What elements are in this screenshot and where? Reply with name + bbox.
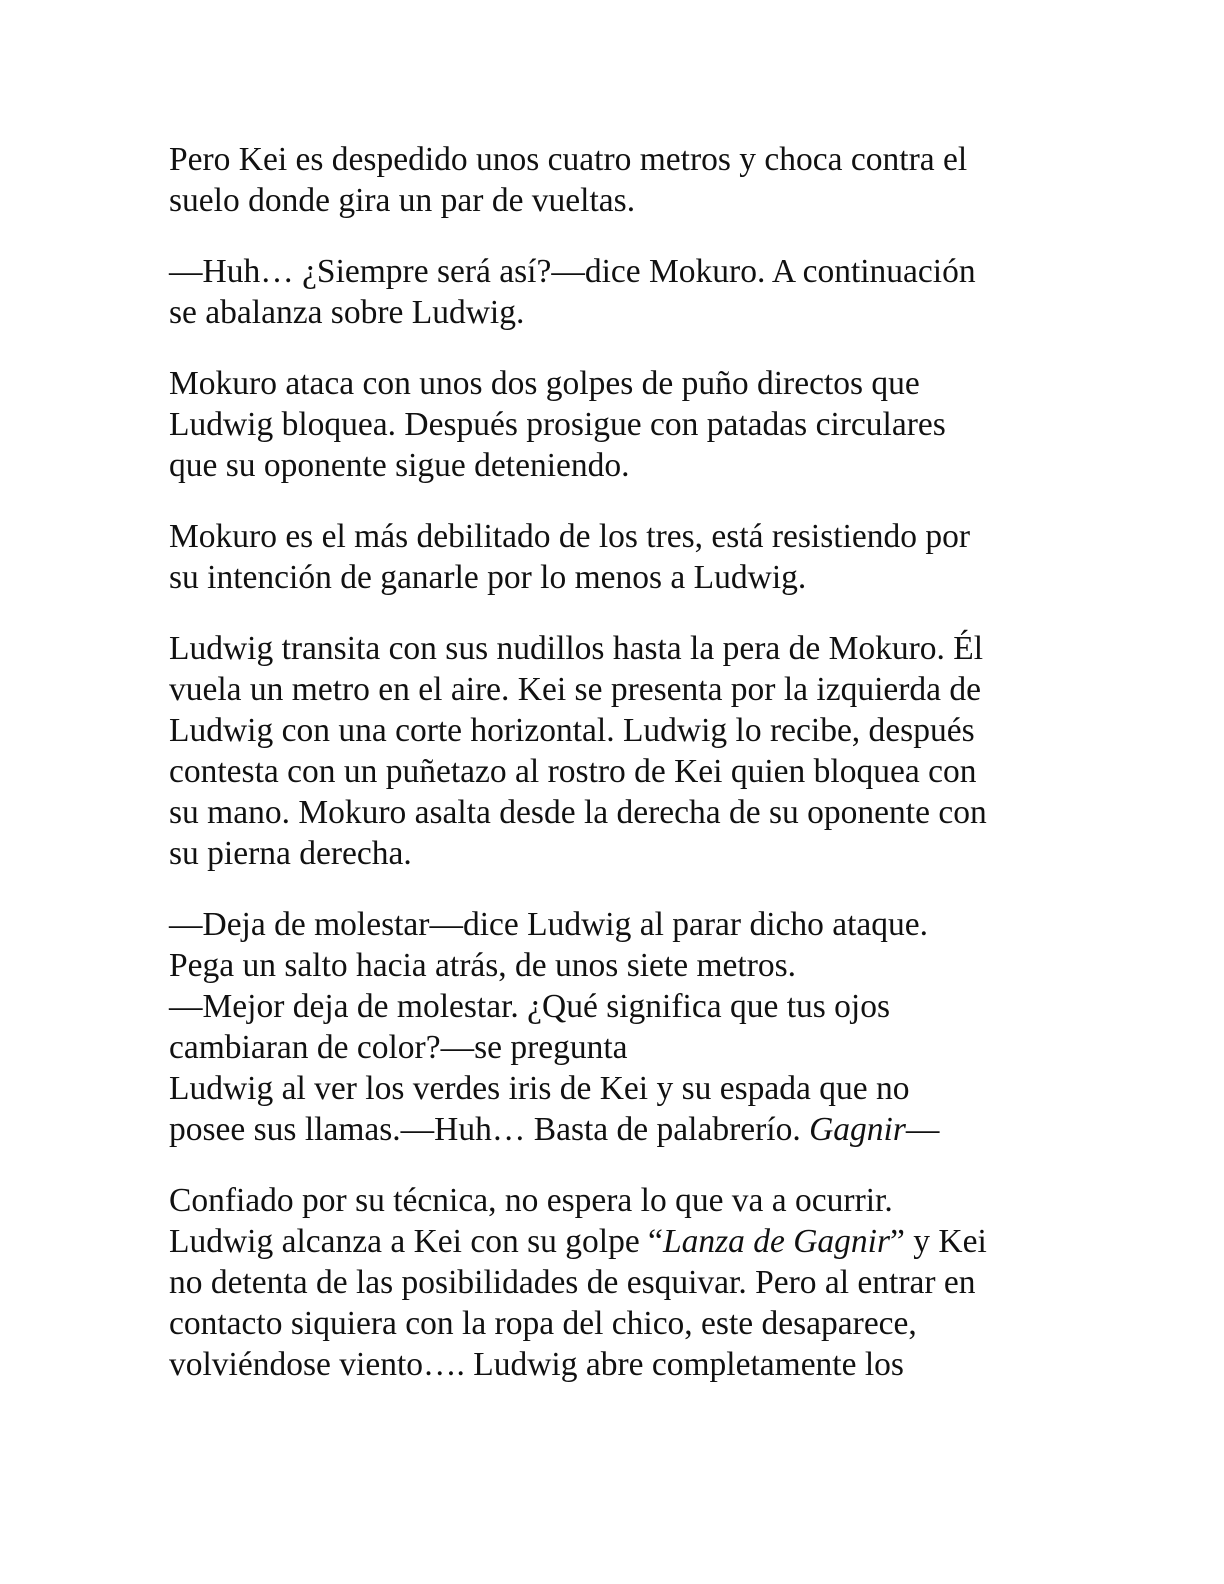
text-run: Ludwig alcanza a Kei con su golpe “ xyxy=(169,1223,663,1260)
text-line xyxy=(169,1221,1069,1262)
text-line: vuela un metro en el aire. Kei se presenta por la izquierda de xyxy=(169,671,982,708)
paragraph-3 xyxy=(169,363,1069,486)
text-line: —Huh… ¿Siempre será así?—dice Mokuro. A continuación xyxy=(169,253,976,290)
paragraph-5 xyxy=(169,628,1069,874)
text-line: su intención de ganarle por lo menos a Ludwig. xyxy=(169,559,807,596)
text-line: Mokuro ataca con unos dos golpes de puño directos que xyxy=(169,365,920,402)
text-line xyxy=(169,1109,1069,1150)
text-line: Confiado por su técnica, no espera lo que va a ocurrir. xyxy=(169,1182,893,1219)
text-line: se abalanza sobre Ludwig. xyxy=(169,294,525,331)
text-line: que su oponente sigue deteniendo. xyxy=(169,447,630,484)
document-page xyxy=(169,139,1069,1415)
italic-term: Lanza de Gagnir xyxy=(662,1223,891,1260)
text-run: ” y Kei xyxy=(890,1223,987,1260)
text-line: Ludwig bloquea. Después prosigue con patadas circulares xyxy=(169,406,946,443)
text-line: contacto siquiera con la ropa del chico, este desaparece, xyxy=(169,1305,917,1342)
text-run: — xyxy=(905,1111,940,1148)
text-line: su mano. Mokuro asalta desde la derecha de su oponente con xyxy=(169,794,987,831)
text-line: su pierna derecha. xyxy=(169,835,412,872)
text-run: posee sus llamas.—Huh… Basta de palabrerío. xyxy=(169,1111,810,1148)
paragraph-1 xyxy=(169,139,1069,221)
text-line: cambiaran de color?—se pregunta xyxy=(169,1029,628,1066)
text-line: —Deja de molestar—dice Ludwig al parar dicho ataque. xyxy=(169,906,929,943)
text-line: Ludwig con una corte horizontal. Ludwig lo recibe, después xyxy=(169,712,975,749)
text-line: Pero Kei es despedido unos cuatro metros y choca contra el xyxy=(169,141,968,178)
text-line: Pega un salto hacia atrás, de unos siete metros. xyxy=(169,947,797,984)
text-line: contesta con un puñetazo al rostro de Kei quien bloquea con xyxy=(169,753,977,790)
text-line: Mokuro es el más debilitado de los tres, está resistiendo por xyxy=(169,518,971,555)
text-line: no detenta de las posibilidades de esquivar. Pero al entrar en xyxy=(169,1264,976,1301)
paragraph-2 xyxy=(169,251,1069,333)
text-line: Ludwig al ver los verdes iris de Kei y su espada que no xyxy=(169,1070,910,1107)
text-line: —Mejor deja de molestar. ¿Qué significa que tus ojos xyxy=(169,988,891,1025)
text-line: volviéndose viento…. Ludwig abre completamente los xyxy=(169,1346,904,1383)
paragraph-6 xyxy=(169,904,1069,1150)
paragraph-4 xyxy=(169,516,1069,598)
text-line: Ludwig transita con sus nudillos hasta la pera de Mokuro. Él xyxy=(169,630,984,667)
italic-term: Gagnir xyxy=(809,1111,906,1148)
text-line: suelo donde gira un par de vueltas. xyxy=(169,182,636,219)
paragraph-7 xyxy=(169,1180,1069,1385)
